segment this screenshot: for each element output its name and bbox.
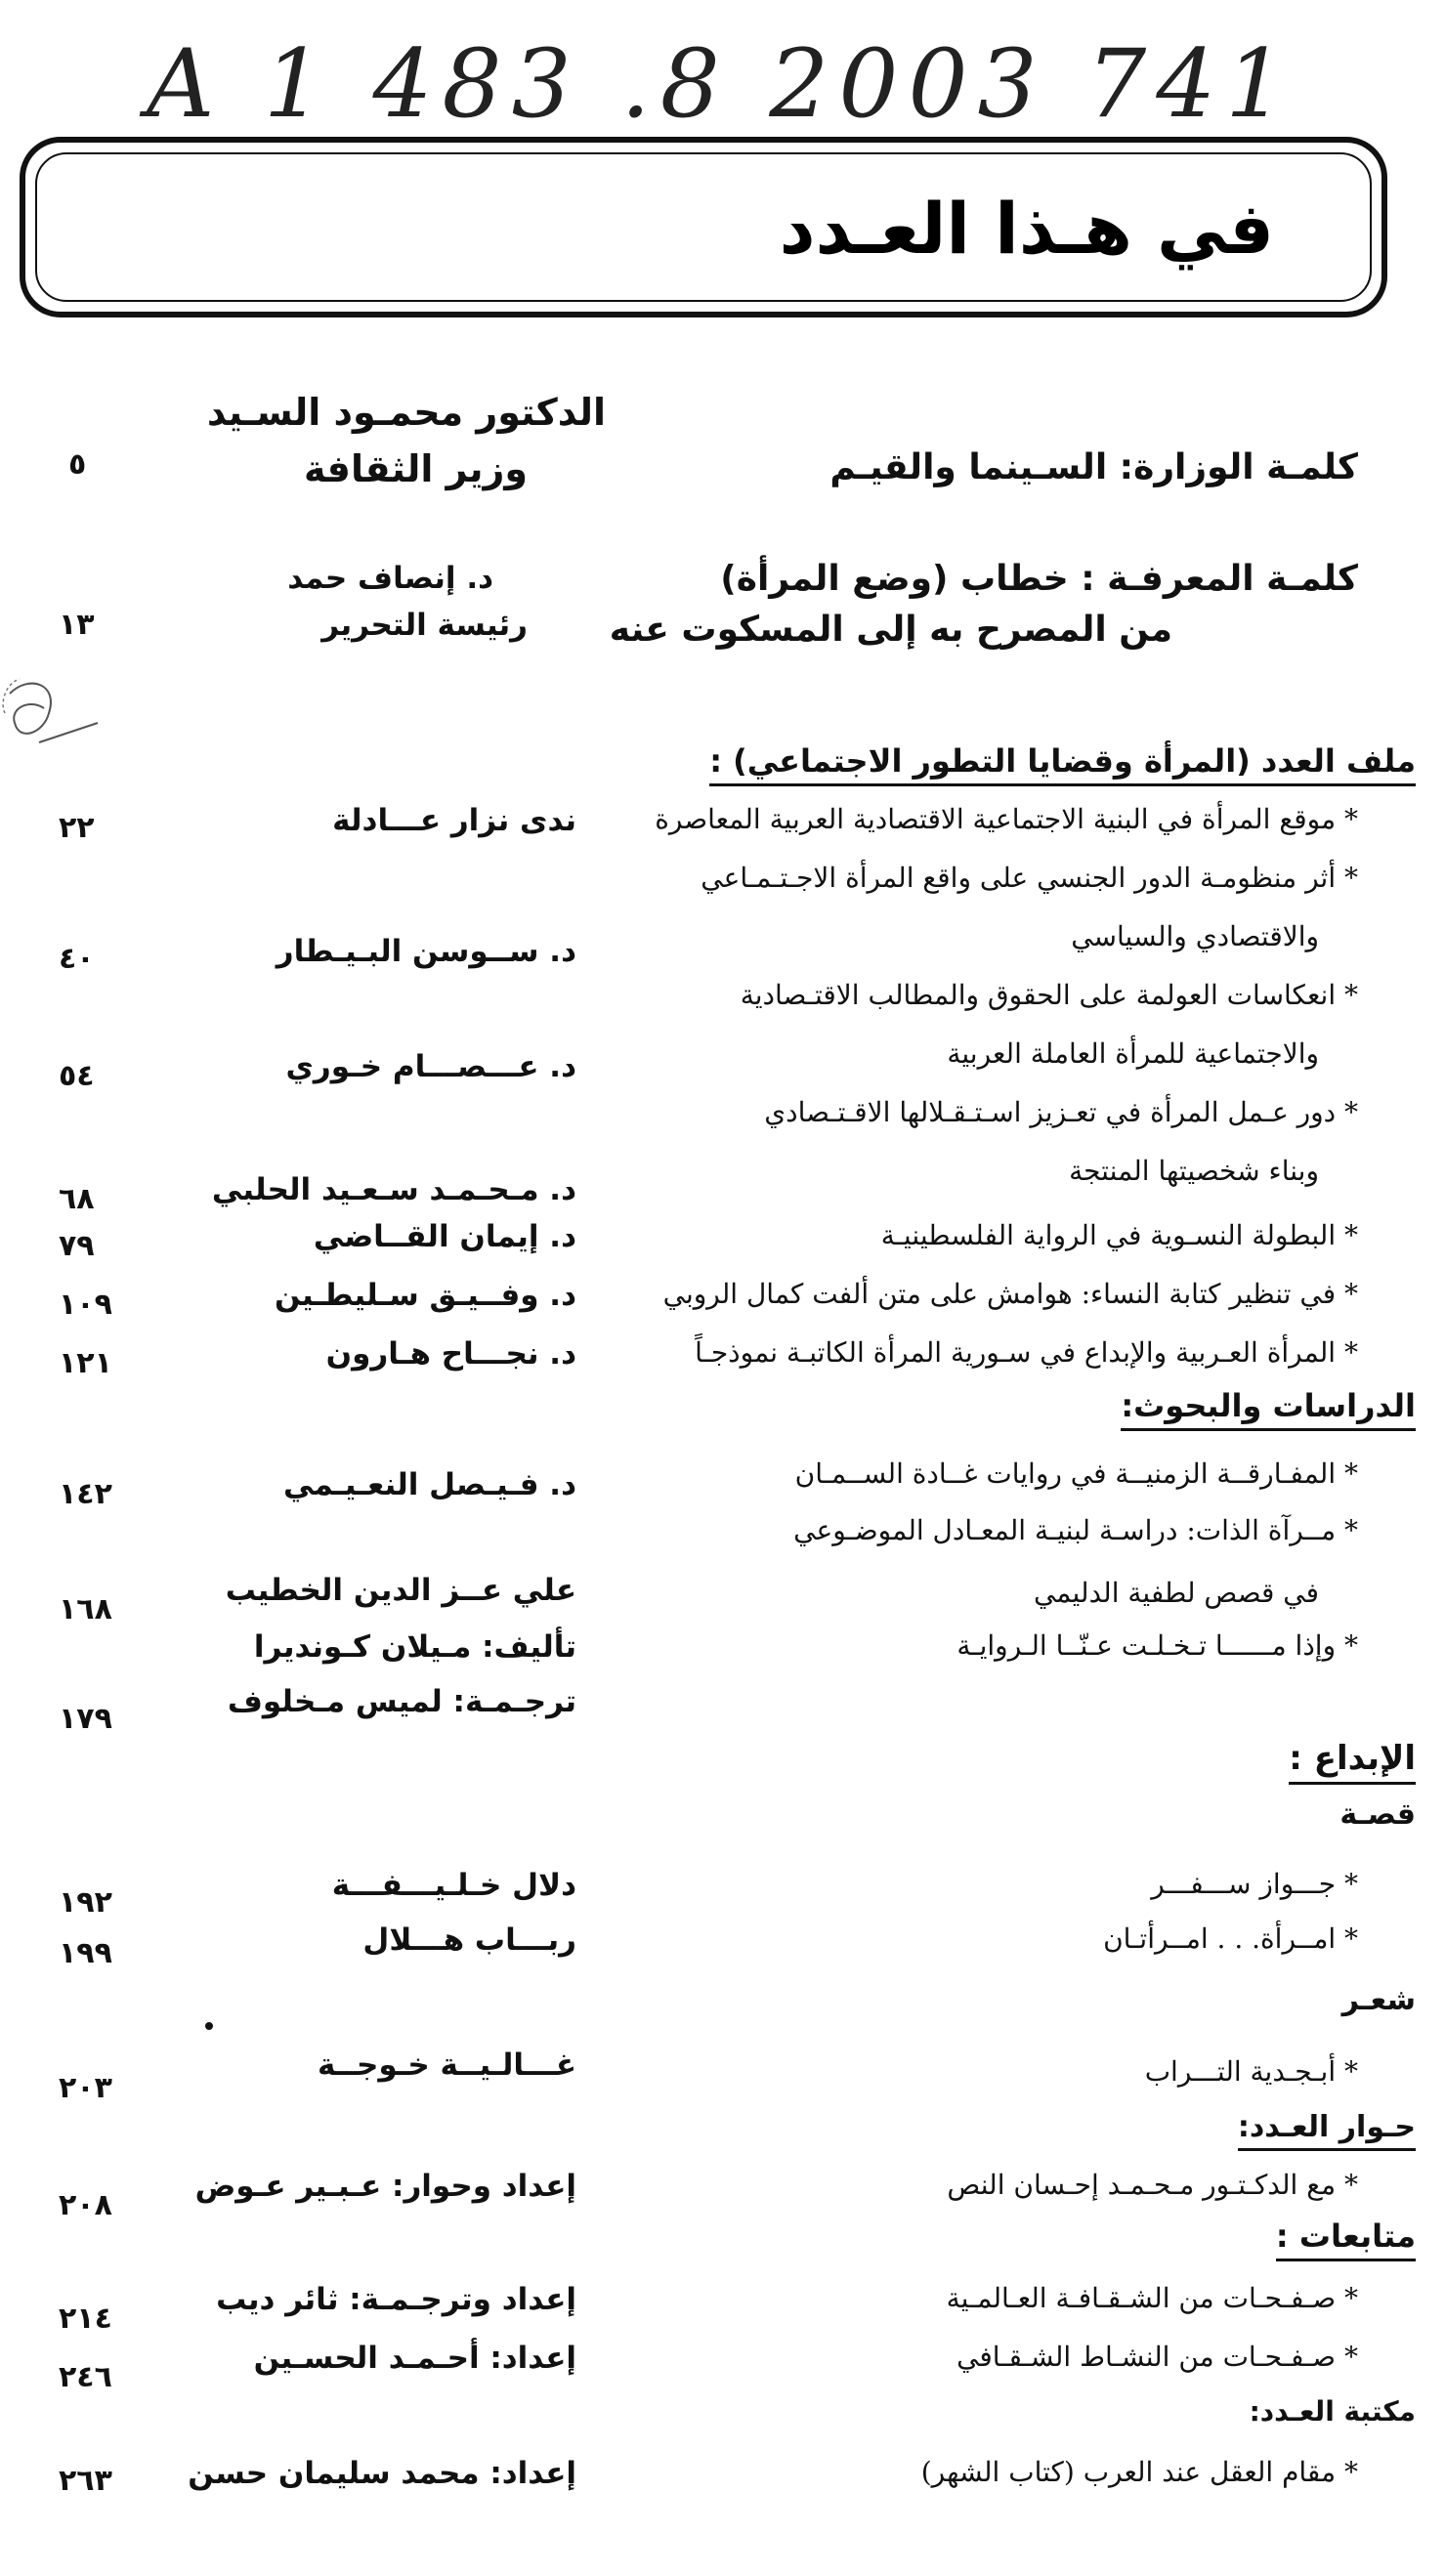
page-number: ٥ [68, 447, 87, 482]
entry-title: * انعكاسات العولمة على الحقوق والمطالب الاقتـصادية [740, 979, 1358, 1011]
entry-author: د. فـيـصل النعـيـمي [282, 1467, 576, 1502]
entry-title: * صـفـحـات من النشـاط الشـقـافي [956, 2341, 1358, 2373]
entry-title: * جـــواز ســـفـــر [1151, 1868, 1358, 1900]
entry-author: دلال خـلـيـــفـــة [331, 1868, 576, 1903]
entry-author: غـــالـيــة خـوجــة [318, 2048, 576, 2083]
entry-author: د. ســوسن البـيـطار [276, 934, 576, 969]
entry-title: * البطولة النسـوية في الرواية الفلسطينيـة [880, 1219, 1358, 1251]
entry-author: إعداد: محمد سليمان حسن [188, 2456, 576, 2491]
section-heading-file [709, 742, 1416, 786]
entry-title-continued: والاجتماعية للمرأة العاملة العربية [947, 1037, 1319, 1070]
entry-title-continued: في قصص لطفية الدليمي [1033, 1577, 1319, 1609]
page-number: ١٤٢ [59, 1477, 112, 1511]
page-number: ٢٠٣ [59, 2071, 112, 2105]
entry-author-role: رئيسة التحرير [321, 608, 528, 643]
page-number: ١٧٩ [59, 1702, 112, 1736]
margin-scribble-icon [0, 674, 107, 762]
handwritten-reference: A 1 483 .8 2003 741 [147, 29, 1296, 139]
section-heading-text: ملف العدد (المرأة وقضايا التطور الاجتماعي) : [709, 742, 1416, 786]
entry-title: كلمـة المعرفـة : خطاب (وضع المرأة) [720, 559, 1358, 599]
section-heading-text: متابعات : [1276, 2217, 1416, 2261]
entry-translator: ترجـمـة: لميس مـخلوف [227, 1684, 576, 1719]
page-number: ٦٨ [59, 1182, 95, 1216]
entry-title: * في تنظير كتابة النساء: هوامش على متن ألفت كمال الروبي [662, 1278, 1358, 1310]
entry-author: تأليف: مـيلان كـونديرا [253, 1629, 576, 1665]
section-heading-text: حـوار العـدد: [1238, 2110, 1416, 2151]
page-number: ١٩٩ [59, 1936, 112, 1970]
page-number: ٤٠ [59, 942, 95, 976]
section-heading-text: الإبداع : [1289, 1739, 1416, 1785]
entry-title: * مع الدكـتـور مـحـمـد إحـسان النص [947, 2169, 1358, 2201]
entry-title: * المفـارقــة الزمنيــة في روايات غــادة الســمـان [794, 1457, 1358, 1490]
entry-author: ندى نزار عـــادلة [332, 803, 576, 838]
entry-author: إعداد وحوار: عـبـير عـوض [194, 2169, 576, 2204]
entry-title: * مقام العقل عند العرب (كتاب الشهر) [920, 2456, 1358, 2488]
entry-title: * دور عـمل المرأة في تعـزيز اسـتـقـلالها الاقـتـصادي [764, 1096, 1358, 1128]
section-heading-followups [1276, 2217, 1416, 2261]
page-number: ١٢١ [59, 1346, 112, 1380]
page-number: ١٠٩ [59, 1288, 112, 1322]
entry-title: * موقع المرأة في البنية الاجتماعية الاقتصادية العربية المعاصرة [655, 803, 1358, 835]
page-number: ٢٤٦ [59, 2360, 112, 2394]
entry-author: د. إيمان القــاضي [313, 1219, 576, 1254]
entry-title: * أبـجـدية التـــراب [1144, 2055, 1358, 2088]
entry-title-continued: والاقتصادي والسياسي [1071, 920, 1319, 952]
entry-author: د. مـحـمـد سـعـيد الحلبي [211, 1172, 576, 1207]
section-subheading-story: قصـة [1339, 1797, 1416, 1832]
page-number: ٢٠٨ [59, 2188, 112, 2222]
ink-dot [205, 2022, 213, 2030]
entry-title: كلمـة الوزارة: السـينما والقيـم [829, 447, 1358, 487]
entry-author: ربـــاب هـــلال [362, 1922, 576, 1958]
page-number: ٧٩ [59, 1229, 95, 1263]
entry-title: * امــرأة. . . امــرأتـان [1103, 1922, 1358, 1955]
entry-author: د. نجـــاح هـارون [325, 1336, 576, 1372]
section-heading-dialogue [1238, 2110, 1416, 2151]
page-number: ٢٢ [59, 811, 95, 845]
entry-title: * مــرآة الذات: دراسـة لبنيـة المعـادل الموضـوعي [793, 1514, 1358, 1546]
section-subheading-poetry: شعـر [1341, 1983, 1416, 2017]
entry-title: * صـفـحـات من الشـقـافـة العـالمـية [946, 2282, 1358, 2314]
entry-author: د. وفــيـق سـليطـين [275, 1278, 576, 1313]
page-title: في هـذا العـدد [779, 188, 1274, 270]
page-number: ١٦٨ [59, 1592, 112, 1626]
page-number: ١٣ [59, 608, 95, 642]
section-heading-studies [1121, 1387, 1416, 1431]
section-heading-library: مكتبة العـدد: [1249, 2395, 1416, 2428]
entry-title-continued: وبناء شخصيتها المنتجة [1069, 1155, 1319, 1187]
page-number: ٢٦٣ [59, 2464, 112, 2498]
entry-author: الدكتور محمـود السـيد [206, 391, 606, 434]
entry-title-continued: من المصرح به إلى المسكوت عنه [609, 610, 1172, 650]
entry-title: * أثر منظومـة الدور الجنسي على واقع المرأة الاجـتـمـاعي [701, 862, 1358, 894]
entry-author: علي عــز الدين الخطيب [225, 1573, 576, 1608]
entry-title: * وإذا مــــــا تـخـلـت عـنّــا الـروايـة [956, 1629, 1358, 1662]
title-frame [20, 137, 1387, 317]
page-number: ٥٤ [59, 1059, 95, 1093]
entry-author: د. إنصاف حمد [287, 561, 493, 596]
section-heading-creativity [1289, 1739, 1416, 1785]
entry-title: * المرأة العـربية والإبداع في سـورية المرأة الكاتبـة نموذجـاً [695, 1336, 1358, 1369]
entry-author: إعداد: أحـمـد الحسـين [253, 2341, 576, 2376]
page-number: ١٩٢ [59, 1885, 112, 1920]
entry-author-role: وزير الثقافة [304, 447, 528, 490]
entry-author: د. عـــصـــام خـوري [285, 1049, 576, 1084]
entry-author: إعداد وترجـمـة: ثائر ديب [216, 2282, 576, 2317]
section-heading-text: الدراسات والبحوث: [1121, 1387, 1416, 1431]
page-number: ٢١٤ [59, 2302, 112, 2336]
